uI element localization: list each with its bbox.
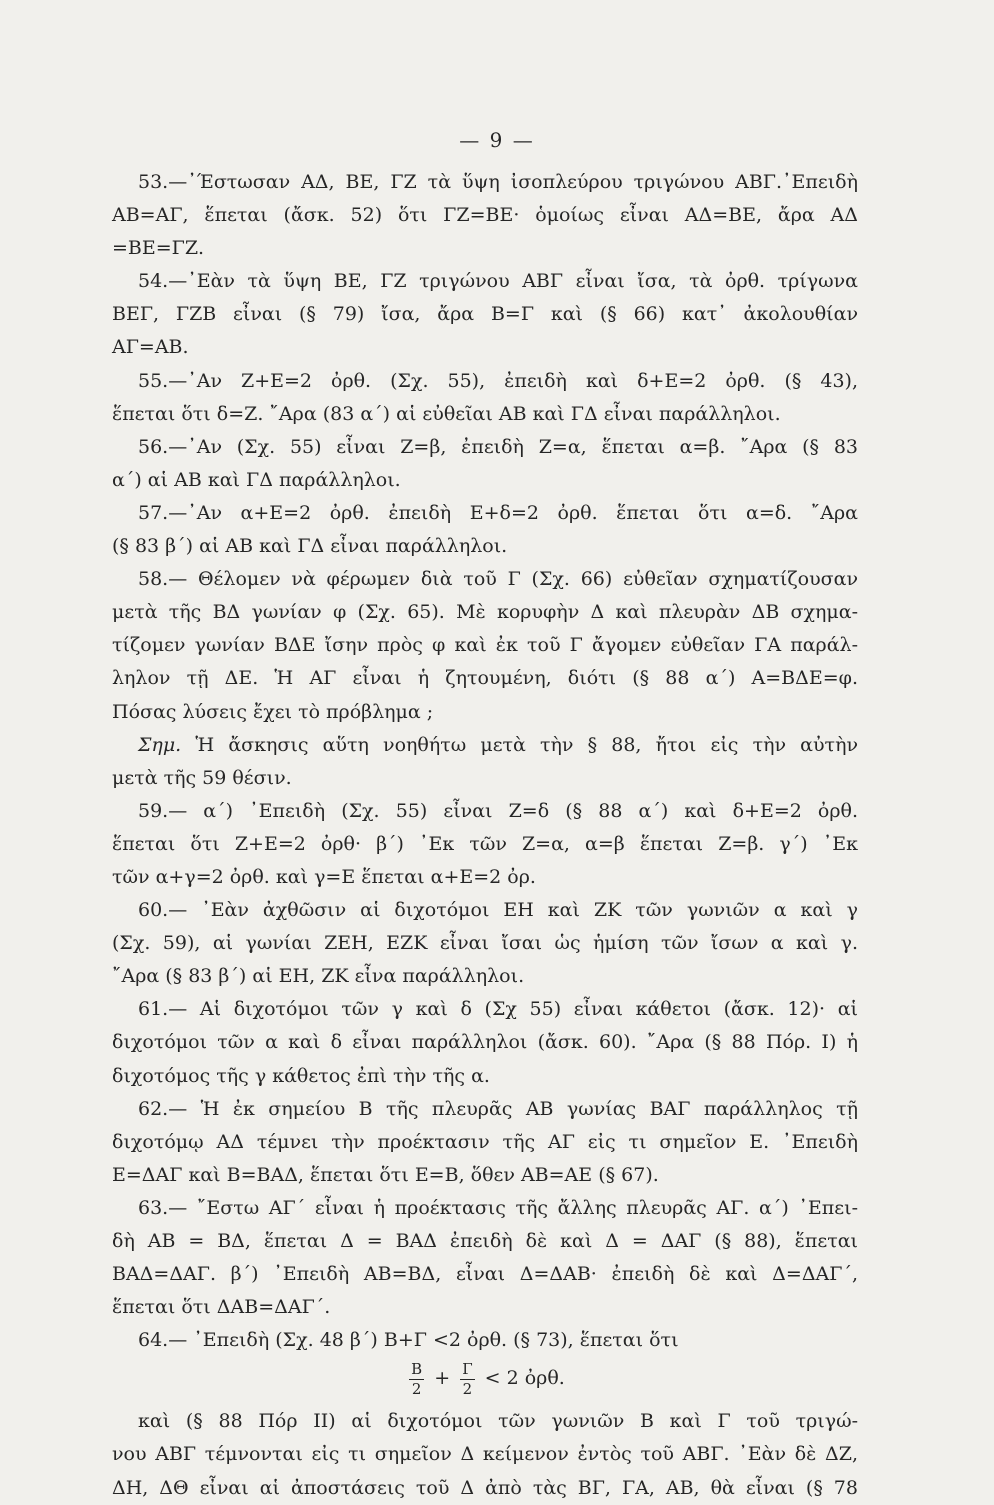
exercise-54-line-1: 54.—᾿Εὰν τὰ ὕψη ΒΕ, ΓΖ τριγώνου ΑΒΓ εἶναι ἴσα, τὰ ὀρθ. τρίγωνα	[138, 270, 858, 293]
exercise-64-line-3: νου ΑΒΓ τέμνονται εἰς τι σημεῖον Δ κείμενον ἐντὸς τοῦ ΑΒΓ. ᾿Εὰν δὲ ΔΖ,	[112, 1443, 858, 1466]
exercise-62-line-1: 62.— Ἡ ἐκ σημείου Β τῆς πλευρᾶς ΑΒ γωνίας ΒΑΓ παράλληλος τῇ	[138, 1097, 858, 1120]
note-text: Ἡ ἄσκησις αὕτη νοηθήτω μετὰ τὴν § 88, ἤτοι εἰς τὴν αὐτὴν	[195, 733, 858, 756]
exercise-61-line-3: διχοτόμος τῆς γ κάθετος ἐπὶ τὴν τῆς α.	[112, 1064, 490, 1087]
fraction-numerator: Γ	[462, 1359, 473, 1378]
exercise-53-line-3: =ΒΕ=ΓΖ.	[112, 237, 205, 260]
exercise-58-line-1: 58.— Θέλομεν νὰ φέρωμεν διὰ τοῦ Γ (Σχ. 66) εὐθεῖαν σχηματίζουσαν	[138, 568, 858, 591]
exercise-61-line-2: διχοτόμοι τῶν α καὶ δ εἶναι παράλληλοι (ἄσκ. 60). ῎Αρα (§ 88 Πόρ. Ι) ἡ	[112, 1031, 858, 1054]
exercise-62-line-2: διχοτόμῳ ΑΔ τέμνει τὴν προέκτασιν τῆς ΑΓ εἰς τι σημεῖον Ε. ᾿Επειδὴ	[112, 1130, 858, 1153]
formula-rhs: < 2 ὀρθ.	[484, 1367, 565, 1390]
exercise-60-line-1: 60.— ᾿Εὰν ἀχθῶσιν αἱ διχοτόμοι ΕΗ καὶ ΖΚ τῶν γωνιῶν α καὶ γ	[138, 899, 858, 922]
fraction-g-over-2	[460, 1359, 474, 1398]
exercise-63-line-2: δὴ ΑΒ = ΒΔ, ἕπεται Δ = ΒΑΔ ἐπειδὴ δὲ καὶ Δ = ΔΑΓ (§ 88), ἕπεται	[112, 1230, 858, 1252]
exercise-55-line-2: ἕπεται ὅτι δ=Ζ. ῎Αρα (83 α΄) αἱ εὐθεῖαι ΑΒ καὶ ΓΔ εἶναι παράλληλοι.	[112, 402, 781, 425]
exercise-63-line-4: ἕπεται ὅτι ΔΑΒ=ΔΑΓ΄.	[112, 1296, 331, 1319]
exercise-58-line-3: τίζομεν γωνίαν ΒΔΕ ἴσην πρὸς φ καὶ ἐκ τοῦ Γ ἄγομεν εὐθεῖαν ΓΑ παράλ-	[112, 634, 858, 657]
note-label: Σημ.	[138, 733, 182, 756]
exercise-58-line-4: ληλον τῇ ΔΕ. Ἡ ΑΓ εἶναι ἡ ζητουμένη, διότι (§ 88 α΄) Α=ΒΔΕ=φ.	[112, 667, 858, 690]
exercise-63-line-3: ΒΑΔ=ΔΑΓ. β΄) ᾿Επειδὴ ΑΒ=ΒΔ, εἶναι Δ=ΔΑΒ· ἐπειδὴ δὲ καὶ Δ=ΔΑΓ΄,	[112, 1263, 858, 1286]
exercise-60-line-3: ῎Αρα (§ 83 β΄) αἱ ΕΗ, ΖΚ εἶνα παράλληλοι.	[112, 965, 525, 988]
exercise-54-line-3: ΑΓ=ΑΒ.	[112, 336, 189, 359]
exercise-56-line-1: 56.—᾿Αν (Σχ. 55) εἶναι Ζ=β, ἐπειδὴ Ζ=α, ἕπεται α=β. ῎Αρα (§ 83	[138, 435, 858, 458]
exercise-61-line-1: 61.— Αἱ διχοτόμοι τῶν γ καὶ δ (Σχ 55) εἶναι κάθετοι (ἄσκ. 12)· αἱ	[138, 998, 858, 1021]
body-text	[112, 166, 858, 1505]
exercise-58-line-2: μετὰ τῆς ΒΔ γωνίαν φ (Σχ. 65). Μὲ κορυφὴν Δ καὶ πλευρὰν ΔΒ σχημα-	[112, 601, 858, 624]
exercise-63-line-1: 63.— ῎Εστω ΑΓ΄ εἶναι ἡ προέκτασις τῆς ἄλλης πλευρᾶς ΑΓ. α΄) ᾿Επει-	[138, 1196, 858, 1219]
exercise-53-line-2: ΑΒ=ΑΓ, ἕπεται (ἄσκ. 52) ὅτι ΓΖ=ΒΕ· ὁμοίως εἶναι ΑΔ=ΒΕ, ἄρα ΑΔ	[112, 204, 858, 227]
fraction-denominator: 2	[411, 1379, 422, 1398]
exercise-53-line-1: 53.—᾿Έστωσαν ΑΔ, ΒΕ, ΓΖ τὰ ὕψη ἰσοπλεύρου τριγώνου ΑΒΓ.᾿Επειδὴ	[138, 171, 858, 193]
exercise-59-line-1: 59.— α΄) ᾿Επειδὴ (Σχ. 55) εἶναι Ζ=δ (§ 88 α΄) καὶ δ+Ε=2 ὀρθ.	[138, 799, 858, 822]
exercise-57-line-2: (§ 83 β΄) αἱ ΑΒ καὶ ΓΔ εἶναι παράλληλοι.	[112, 535, 508, 558]
plus-sign: +	[434, 1367, 451, 1390]
note-line-2: μετὰ τῆς 59 θέσιν.	[112, 766, 292, 789]
exercise-64-line-2: καὶ (§ 88 Πόρ ΙΙ) αἱ διχοτόμοι τῶν γωνιῶν Β καὶ Γ τοῦ τριγώ-	[138, 1410, 858, 1433]
page-number: — 9 —	[459, 128, 535, 152]
fraction-b-over-2	[409, 1359, 424, 1398]
fraction-denominator: 2	[462, 1379, 473, 1398]
exercise-62-line-3: Ε=ΔΑΓ καὶ Β=ΒΑΔ, ἕπεται ὅτι Ε=Β, ὅθεν ΑΒ=ΑΕ (§ 67).	[112, 1163, 659, 1186]
note-line-1	[112, 729, 858, 762]
exercise-58-line-5: Πόσας λύσεις ἔχει τὸ πρόβλημα ;	[112, 700, 434, 723]
fraction-formula	[112, 1357, 858, 1405]
exercise-59-line-3: τῶν α+γ=2 ὀρθ. καὶ γ=Ε ἕπεται α+Ε=2 ὀρ.	[112, 865, 536, 888]
fraction-numerator: Β	[411, 1359, 423, 1378]
exercise-56-line-2: α΄) αἱ ΑΒ καὶ ΓΔ παράλληλοι.	[112, 468, 401, 491]
exercise-60-line-2: (Σχ. 59), αἱ γωνίαι ΖΕΗ, ΕΖΚ εἶναι ἴσαι ὡς ἡμίση τῶν ἴσων α καὶ γ.	[112, 932, 858, 955]
exercise-64-line-1: 64.— ᾿Επειδὴ (Σχ. 48 β΄) Β+Γ <2 ὀρθ. (§ 73), ἕπεται ὅτι	[138, 1329, 679, 1352]
exercise-64-line-4: ΔΗ, ΔΘ εἶναι αἱ ἀποστάσεις τοῦ Δ ἀπὸ τὰς ΒΓ, ΓΑ, ΑΒ, θὰ εἶναι (§ 78	[112, 1476, 858, 1499]
exercise-57-line-1: 57.—᾿Αν α+Ε=2 ὀρθ. ἐπειδὴ Ε+δ=2 ὀρθ. ἕπεται ὅτι α=δ. ῎Αρα	[138, 501, 858, 524]
exercise-54-line-2: ΒΕΓ, ΓΖΒ εἶναι (§ 79) ἴσα, ἄρα Β=Γ καὶ (§ 66) κατ᾿ ἀκολουθίαν	[112, 303, 858, 326]
exercise-59-line-2: ἕπεται ὅτι Ζ+Ε=2 ὀρθ· β΄) ᾿Εκ τῶν Ζ=α, α=β ἕπεται Ζ=β. γ΄) ᾿Εκ	[112, 832, 858, 855]
exercise-55-line-1: 55.—᾿Αν Ζ+Ε=2 ὀρθ. (Σχ. 55), ἐπειδὴ καὶ δ+Ε=2 ὀρθ. (§ 43),	[138, 369, 858, 392]
